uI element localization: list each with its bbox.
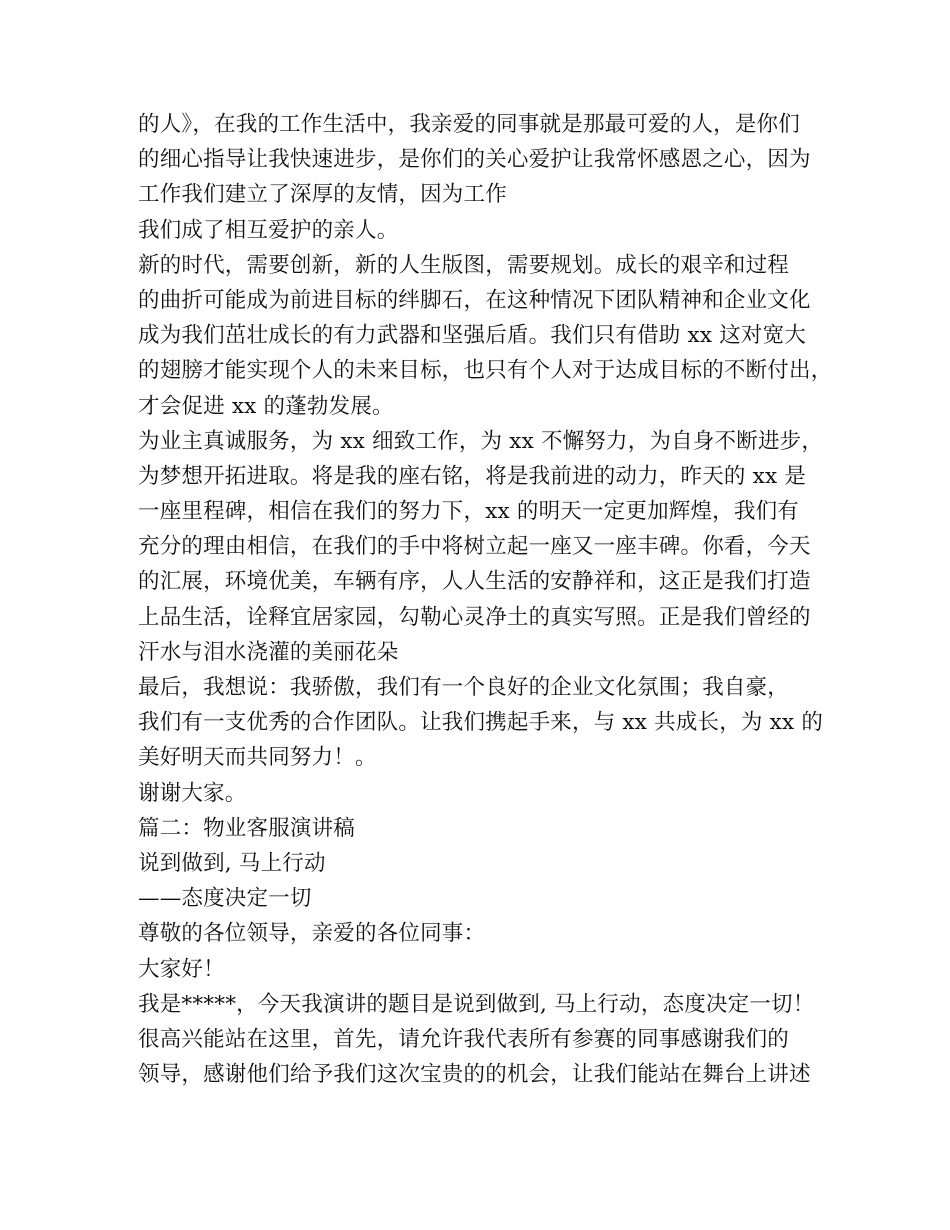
speech-subtitle: ——态度决定一切 bbox=[138, 886, 312, 912]
greeting: 大家好！ bbox=[138, 956, 225, 982]
document-body bbox=[138, 107, 838, 1092]
text-line: 上品生活，诠释宜居家园，勾勒心灵净土的真实写照。正是我们曾经的 bbox=[138, 604, 811, 630]
section-heading: 篇二：物业客服演讲稿 bbox=[138, 815, 356, 841]
salutation: 尊敬的各位领导，亲爱的各位同事： bbox=[138, 921, 486, 947]
text-line: 的翅膀才能实现个人的未来目标，也只有个人对于达成目标的不断付出， bbox=[138, 358, 833, 384]
text-line: 汗水与泪水浇灌的美丽花朵 bbox=[138, 639, 399, 665]
text-line: 我们成了相互爱护的亲人。 bbox=[138, 217, 399, 243]
text-line: 的人》，在我的工作生活中，我亲爱的同事就是那最可爱的人，是你们 bbox=[138, 112, 800, 137]
text-line: 领导，感谢他们给予我们这次宝贵的的机会，让我们能站在舞台上讲述 bbox=[138, 1062, 811, 1088]
text-line: 新的时代，需要创新，新的人生版图，需要规划。成长的艰辛和过程 bbox=[138, 252, 790, 278]
text-line: 谢谢大家。 bbox=[138, 780, 247, 806]
text-line: 我是*****，今天我演讲的题目是说到做到, 马上行动，态度决定一切！ bbox=[138, 991, 815, 1017]
text-line: 的细心指导让我快速进步，是你们的关心爱护让我常怀感恩之心，因为 bbox=[138, 147, 811, 173]
speech-title: 说到做到, 马上行动 bbox=[138, 850, 326, 876]
text-line: 才会促进 xx 的蓬勃发展。 bbox=[138, 393, 394, 419]
text-line: 充分的理由相信，在我们的手中将树立起一座又一座丰碑。你看，今天 bbox=[138, 534, 811, 560]
text-line: 成为我们茁壮成长的有力武器和坚强后盾。我们只有借助 xx 这对宽大 bbox=[138, 323, 807, 349]
text-line: 的汇展，环境优美，车辆有序，人人生活的安静祥和，这正是我们打造 bbox=[138, 569, 811, 595]
text-line: 最后，我想说：我骄傲，我们有一个良好的企业文化氛围；我自豪， bbox=[138, 675, 790, 700]
text-line: 美好明天而共同努力！。 bbox=[138, 745, 377, 771]
text-line: 为梦想开拓进取。将是我的座右铭，将是我前进的动力，昨天的 xx 是 bbox=[138, 463, 807, 489]
text-line: 工作我们建立了深厚的友情，因为工作 bbox=[138, 182, 507, 208]
text-line: 很高兴能站在这里，首先，请允许我代表所有参赛的同事感谢我们的 bbox=[138, 1026, 790, 1052]
text-line: 的曲折可能成为前进目标的绊脚石，在这种情况下团队精神和企业文化 bbox=[138, 287, 811, 313]
text-line: 我们有一支优秀的合作团队。让我们携起手来，与 xx 共成长，为 xx 的 bbox=[138, 710, 824, 736]
text-line: 一座里程碑，相信在我们的努力下，xx 的明天一定更加辉煌，我们有 bbox=[138, 499, 799, 525]
text-line: 为业主真诚服务，为 xx 细致工作，为 xx 不懈努力，为自身不断进步， bbox=[138, 428, 824, 454]
